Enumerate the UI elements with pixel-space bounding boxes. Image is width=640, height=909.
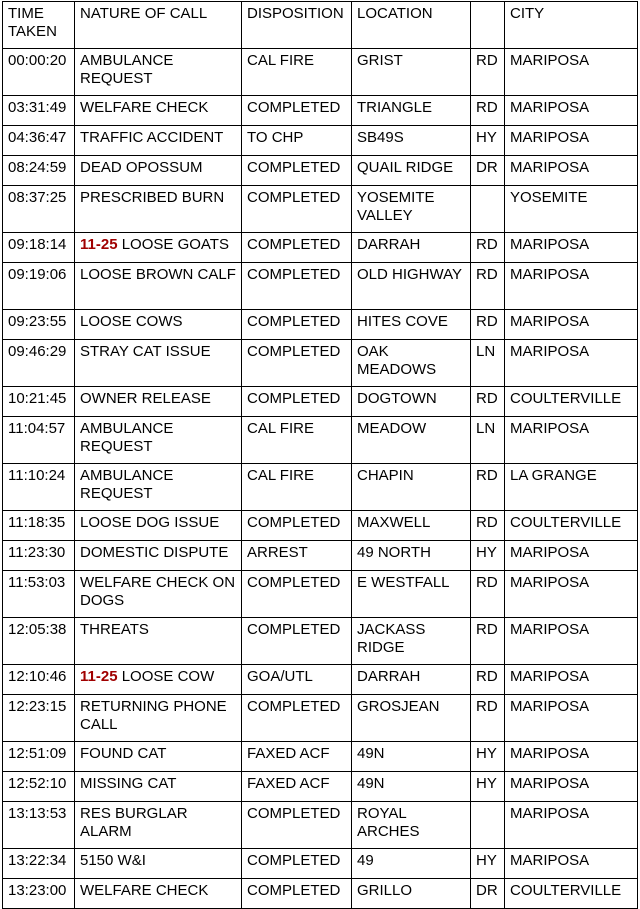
cell-nature xyxy=(75,571,242,618)
cell-time: 10:21:45 xyxy=(3,387,75,417)
table-row xyxy=(3,263,638,310)
call-log-table xyxy=(2,1,638,909)
table-row xyxy=(3,126,638,156)
nature-text: LOOSE BROWN CALF xyxy=(80,266,236,283)
cell-disposition: GOA/UTL xyxy=(242,665,352,695)
nature-text: AMBULANCE REQUEST xyxy=(80,52,174,87)
cell-time: 03:31:49 xyxy=(3,96,75,126)
cell-city: COULTERVILLE xyxy=(505,511,638,541)
cell-suffix: DR xyxy=(471,156,505,186)
header-suffix xyxy=(471,2,505,49)
nature-text: WELFARE CHECK xyxy=(80,99,209,116)
table-row xyxy=(3,49,638,96)
table-row xyxy=(3,310,638,340)
cell-location: CHAPIN xyxy=(352,464,471,511)
cell-location: HITES COVE xyxy=(352,310,471,340)
cell-disposition: CAL FIRE xyxy=(242,49,352,96)
cell-disposition: FAXED ACF xyxy=(242,772,352,802)
cell-city: YOSEMITE xyxy=(505,186,638,233)
nature-text: RETURNING PHONE CALL xyxy=(80,698,227,733)
cell-city: MARIPOSA xyxy=(505,233,638,263)
cell-suffix: RD xyxy=(471,387,505,417)
cell-suffix: HY xyxy=(471,849,505,879)
nature-text: WELFARE CHECK xyxy=(80,882,209,899)
cell-disposition: COMPLETED xyxy=(242,879,352,909)
cell-suffix: HY xyxy=(471,772,505,802)
cell-suffix: RD xyxy=(471,464,505,511)
header-row xyxy=(3,2,638,49)
cell-nature xyxy=(75,742,242,772)
table-row xyxy=(3,387,638,417)
table-row xyxy=(3,618,638,665)
nature-text: LOOSE COWS xyxy=(80,313,183,330)
cell-disposition: COMPLETED xyxy=(242,156,352,186)
cell-time: 12:05:38 xyxy=(3,618,75,665)
cell-disposition: TO CHP xyxy=(242,126,352,156)
nature-text: STRAY CAT ISSUE xyxy=(80,343,211,360)
cell-location: 49 xyxy=(352,849,471,879)
cell-location: OLD HIGHWAY xyxy=(352,263,471,310)
table-row xyxy=(3,186,638,233)
cell-city: COULTERVILLE xyxy=(505,387,638,417)
nature-text: TRAFFIC ACCIDENT xyxy=(80,129,224,146)
table-row xyxy=(3,96,638,126)
cell-location: GROSJEAN xyxy=(352,695,471,742)
nature-text: RES BURGLAR ALARM xyxy=(80,805,188,840)
cell-city: LA GRANGE xyxy=(505,464,638,511)
nature-text: THREATS xyxy=(80,621,149,638)
nature-text: AMBULANCE REQUEST xyxy=(80,467,174,502)
cell-disposition: COMPLETED xyxy=(242,340,352,387)
table-row xyxy=(3,571,638,618)
cell-time: 13:23:00 xyxy=(3,879,75,909)
header-disposition: DISPOSITION xyxy=(242,2,352,49)
cell-disposition: FAXED ACF xyxy=(242,742,352,772)
nature-text: DOMESTIC DISPUTE xyxy=(80,544,229,561)
cell-city: MARIPOSA xyxy=(505,665,638,695)
cell-time: 09:18:14 xyxy=(3,233,75,263)
cell-location: MAXWELL xyxy=(352,511,471,541)
cell-nature xyxy=(75,511,242,541)
cell-city: MARIPOSA xyxy=(505,802,638,849)
cell-disposition: COMPLETED xyxy=(242,96,352,126)
nature-text: 5150 W&I xyxy=(80,852,146,869)
cell-time: 11:53:03 xyxy=(3,571,75,618)
cell-time: 04:36:47 xyxy=(3,126,75,156)
cell-city: MARIPOSA xyxy=(505,126,638,156)
cell-suffix: RD xyxy=(471,49,505,96)
cell-suffix: RD xyxy=(471,618,505,665)
table-row xyxy=(3,695,638,742)
call-code: 11-25 xyxy=(80,236,118,253)
cell-suffix xyxy=(471,802,505,849)
table-row xyxy=(3,156,638,186)
cell-time: 08:24:59 xyxy=(3,156,75,186)
header-location: LOCATION xyxy=(352,2,471,49)
cell-time: 13:13:53 xyxy=(3,802,75,849)
cell-nature xyxy=(75,310,242,340)
nature-text: LOOSE COW xyxy=(121,668,215,685)
cell-time: 08:37:25 xyxy=(3,186,75,233)
cell-nature xyxy=(75,541,242,571)
nature-text: WELFARE CHECK ON DOGS xyxy=(80,574,236,609)
cell-time: 13:22:34 xyxy=(3,849,75,879)
cell-suffix: RD xyxy=(471,571,505,618)
table-row xyxy=(3,340,638,387)
cell-nature xyxy=(75,695,242,742)
cell-suffix: RD xyxy=(471,511,505,541)
cell-suffix: LN xyxy=(471,340,505,387)
cell-city: MARIPOSA xyxy=(505,695,638,742)
cell-time: 12:51:09 xyxy=(3,742,75,772)
cell-city: MARIPOSA xyxy=(505,772,638,802)
cell-location: DARRAH xyxy=(352,233,471,263)
table-row xyxy=(3,665,638,695)
cell-city: MARIPOSA xyxy=(505,742,638,772)
cell-location: ROYAL ARCHES xyxy=(352,802,471,849)
cell-city: MARIPOSA xyxy=(505,156,638,186)
cell-city: MARIPOSA xyxy=(505,417,638,464)
cell-city: MARIPOSA xyxy=(505,618,638,665)
cell-time: 09:46:29 xyxy=(3,340,75,387)
nature-text: LOOSE GOATS xyxy=(121,236,229,253)
cell-disposition: COMPLETED xyxy=(242,387,352,417)
cell-city: MARIPOSA xyxy=(505,541,638,571)
cell-disposition: COMPLETED xyxy=(242,571,352,618)
cell-time: 11:18:35 xyxy=(3,511,75,541)
cell-disposition: COMPLETED xyxy=(242,186,352,233)
table-row xyxy=(3,802,638,849)
cell-nature xyxy=(75,233,242,263)
cell-suffix: RD xyxy=(471,233,505,263)
cell-time: 11:10:24 xyxy=(3,464,75,511)
header-city: CITY xyxy=(505,2,638,49)
cell-time: 00:00:20 xyxy=(3,49,75,96)
cell-disposition: COMPLETED xyxy=(242,849,352,879)
cell-location: QUAIL RIDGE xyxy=(352,156,471,186)
table-row xyxy=(3,464,638,511)
cell-disposition: COMPLETED xyxy=(242,263,352,310)
table-row xyxy=(3,772,638,802)
cell-disposition: COMPLETED xyxy=(242,310,352,340)
cell-location: E WESTFALL xyxy=(352,571,471,618)
call-code: 11-25 xyxy=(80,668,118,685)
cell-city: MARIPOSA xyxy=(505,310,638,340)
nature-text: AMBULANCE REQUEST xyxy=(80,420,174,455)
cell-suffix: DR xyxy=(471,879,505,909)
table-row xyxy=(3,233,638,263)
nature-text: OWNER RELEASE xyxy=(80,390,211,407)
cell-nature xyxy=(75,186,242,233)
nature-text: FOUND CAT xyxy=(80,745,167,762)
table-row xyxy=(3,417,638,464)
cell-suffix: RD xyxy=(471,263,505,310)
cell-time: 12:52:10 xyxy=(3,772,75,802)
cell-location: 49N xyxy=(352,772,471,802)
call-log-body xyxy=(3,2,638,909)
cell-time: 11:04:57 xyxy=(3,417,75,464)
cell-location: JACKASS RIDGE xyxy=(352,618,471,665)
nature-text: LOOSE DOG ISSUE xyxy=(80,514,220,531)
cell-nature xyxy=(75,263,242,310)
cell-location: SB49S xyxy=(352,126,471,156)
cell-suffix: RD xyxy=(471,665,505,695)
cell-location: 49N xyxy=(352,742,471,772)
table-row xyxy=(3,742,638,772)
cell-nature xyxy=(75,126,242,156)
nature-text: DEAD OPOSSUM xyxy=(80,159,203,176)
cell-nature xyxy=(75,340,242,387)
cell-suffix: HY xyxy=(471,742,505,772)
cell-nature xyxy=(75,772,242,802)
cell-suffix: RD xyxy=(471,695,505,742)
cell-disposition: COMPLETED xyxy=(242,802,352,849)
cell-nature xyxy=(75,156,242,186)
cell-city: MARIPOSA xyxy=(505,340,638,387)
cell-location: TRIANGLE xyxy=(352,96,471,126)
cell-location: GRILLO xyxy=(352,879,471,909)
cell-city: MARIPOSA xyxy=(505,96,638,126)
cell-disposition: COMPLETED xyxy=(242,233,352,263)
cell-time: 11:23:30 xyxy=(3,541,75,571)
cell-city: MARIPOSA xyxy=(505,571,638,618)
cell-city: COULTERVILLE xyxy=(505,879,638,909)
cell-disposition: COMPLETED xyxy=(242,618,352,665)
cell-suffix: RD xyxy=(471,310,505,340)
table-row xyxy=(3,849,638,879)
cell-suffix: HY xyxy=(471,126,505,156)
cell-city: MARIPOSA xyxy=(505,849,638,879)
cell-nature xyxy=(75,96,242,126)
cell-nature xyxy=(75,665,242,695)
cell-suffix: RD xyxy=(471,96,505,126)
cell-location: DARRAH xyxy=(352,665,471,695)
cell-time: 09:23:55 xyxy=(3,310,75,340)
cell-time: 09:19:06 xyxy=(3,263,75,310)
nature-text: MISSING CAT xyxy=(80,775,177,792)
cell-location: MEADOW xyxy=(352,417,471,464)
cell-nature xyxy=(75,49,242,96)
table-row xyxy=(3,511,638,541)
cell-location: OAK MEADOWS xyxy=(352,340,471,387)
cell-nature xyxy=(75,618,242,665)
cell-nature xyxy=(75,387,242,417)
cell-disposition: COMPLETED xyxy=(242,695,352,742)
nature-text: PRESCRIBED BURN xyxy=(80,189,225,206)
cell-suffix xyxy=(471,186,505,233)
cell-time: 12:23:15 xyxy=(3,695,75,742)
cell-time: 12:10:46 xyxy=(3,665,75,695)
cell-disposition: CAL FIRE xyxy=(242,417,352,464)
cell-suffix: LN xyxy=(471,417,505,464)
cell-disposition: ARREST xyxy=(242,541,352,571)
cell-nature xyxy=(75,802,242,849)
cell-suffix: HY xyxy=(471,541,505,571)
header-time: TIME TAKEN xyxy=(3,2,75,49)
cell-nature xyxy=(75,849,242,879)
cell-city: MARIPOSA xyxy=(505,49,638,96)
cell-location: GRIST xyxy=(352,49,471,96)
cell-location: YOSEMITE VALLEY xyxy=(352,186,471,233)
cell-city: MARIPOSA xyxy=(505,263,638,310)
cell-disposition: CAL FIRE xyxy=(242,464,352,511)
cell-nature xyxy=(75,417,242,464)
cell-location: 49 NORTH xyxy=(352,541,471,571)
cell-nature xyxy=(75,464,242,511)
cell-disposition: COMPLETED xyxy=(242,511,352,541)
header-nature: NATURE OF CALL xyxy=(75,2,242,49)
table-row xyxy=(3,541,638,571)
cell-location: DOGTOWN xyxy=(352,387,471,417)
